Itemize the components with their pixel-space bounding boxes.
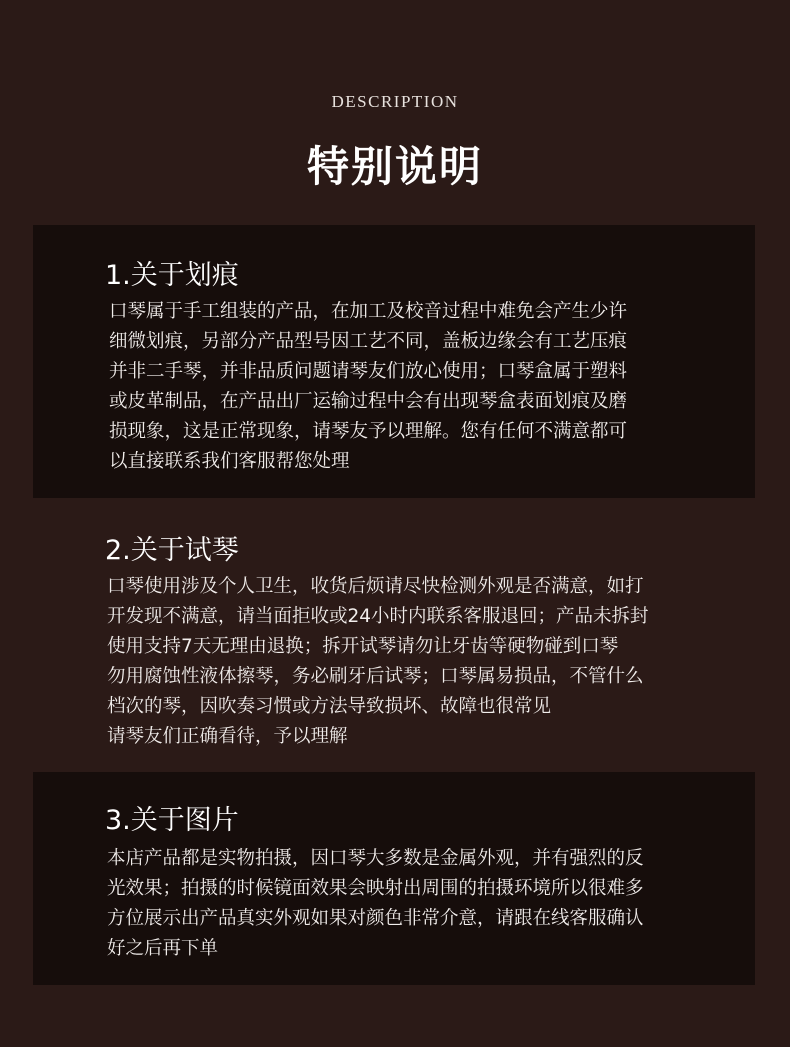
body-line: 方位展示出产品真实外观如果对颜色非常介意，请跟在线客服确认 bbox=[107, 908, 644, 929]
body-line: 勿用腐蚀性液体擦琴，务必刷牙后试琴；口琴属易损品，不管什么 bbox=[107, 666, 644, 687]
section-body bbox=[107, 844, 644, 964]
page-title: 特别说明 bbox=[306, 142, 483, 191]
body-line: 请琴友们正确看待，予以理解 bbox=[107, 726, 348, 747]
section-scratches bbox=[33, 225, 755, 498]
section-heading: 1.关于划痕 bbox=[105, 260, 239, 291]
section-body bbox=[107, 572, 649, 752]
body-line: 好之后再下单 bbox=[107, 938, 219, 959]
body-line: 以直接联系我们客服帮您处理 bbox=[109, 451, 350, 472]
body-line: 开发现不满意，请当面拒收或24小时内联系客服退回；产品未拆封 bbox=[107, 606, 649, 627]
body-line: 细微划痕，另部分产品型号因工艺不同，盖板边缘会有工艺压痕 bbox=[109, 331, 628, 352]
body-line: 或皮革制品，在产品出厂运输过程中会有出现琴盒表面划痕及磨 bbox=[109, 391, 628, 412]
section-heading: 3.关于图片 bbox=[105, 805, 239, 836]
body-line: 使用支持7天无理由退换；拆开试琴请勿让牙齿等硬物碰到口琴 bbox=[107, 636, 619, 657]
body-line: 口琴属于手工组装的产品，在加工及校音过程中难免会产生少许 bbox=[109, 301, 628, 322]
body-line: 口琴使用涉及个人卫生，收货后烦请尽快检测外观是否满意，如打 bbox=[107, 576, 644, 597]
section-heading: 2.关于试琴 bbox=[105, 535, 239, 566]
body-line: 档次的琴，因吹奏习惯或方法导致损坏、故障也很常见 bbox=[107, 696, 552, 717]
body-line: 并非二手琴，并非品质问题请琴友们放心使用；口琴盒属于塑料 bbox=[109, 361, 628, 382]
section-trial bbox=[33, 510, 755, 760]
description-eyebrow: DESCRIPTION bbox=[331, 92, 459, 111]
section-images bbox=[33, 772, 755, 985]
section-body bbox=[109, 297, 627, 477]
body-line: 损现象，这是正常现象，请琴友予以理解。您有任何不满意都可 bbox=[109, 421, 628, 442]
body-line: 本店产品都是实物拍摄，因口琴大多数是金属外观，并有强烈的反 bbox=[107, 848, 644, 869]
body-line: 光效果；拍摄的时候镜面效果会映射出周围的拍摄环境所以很难多 bbox=[107, 878, 644, 899]
